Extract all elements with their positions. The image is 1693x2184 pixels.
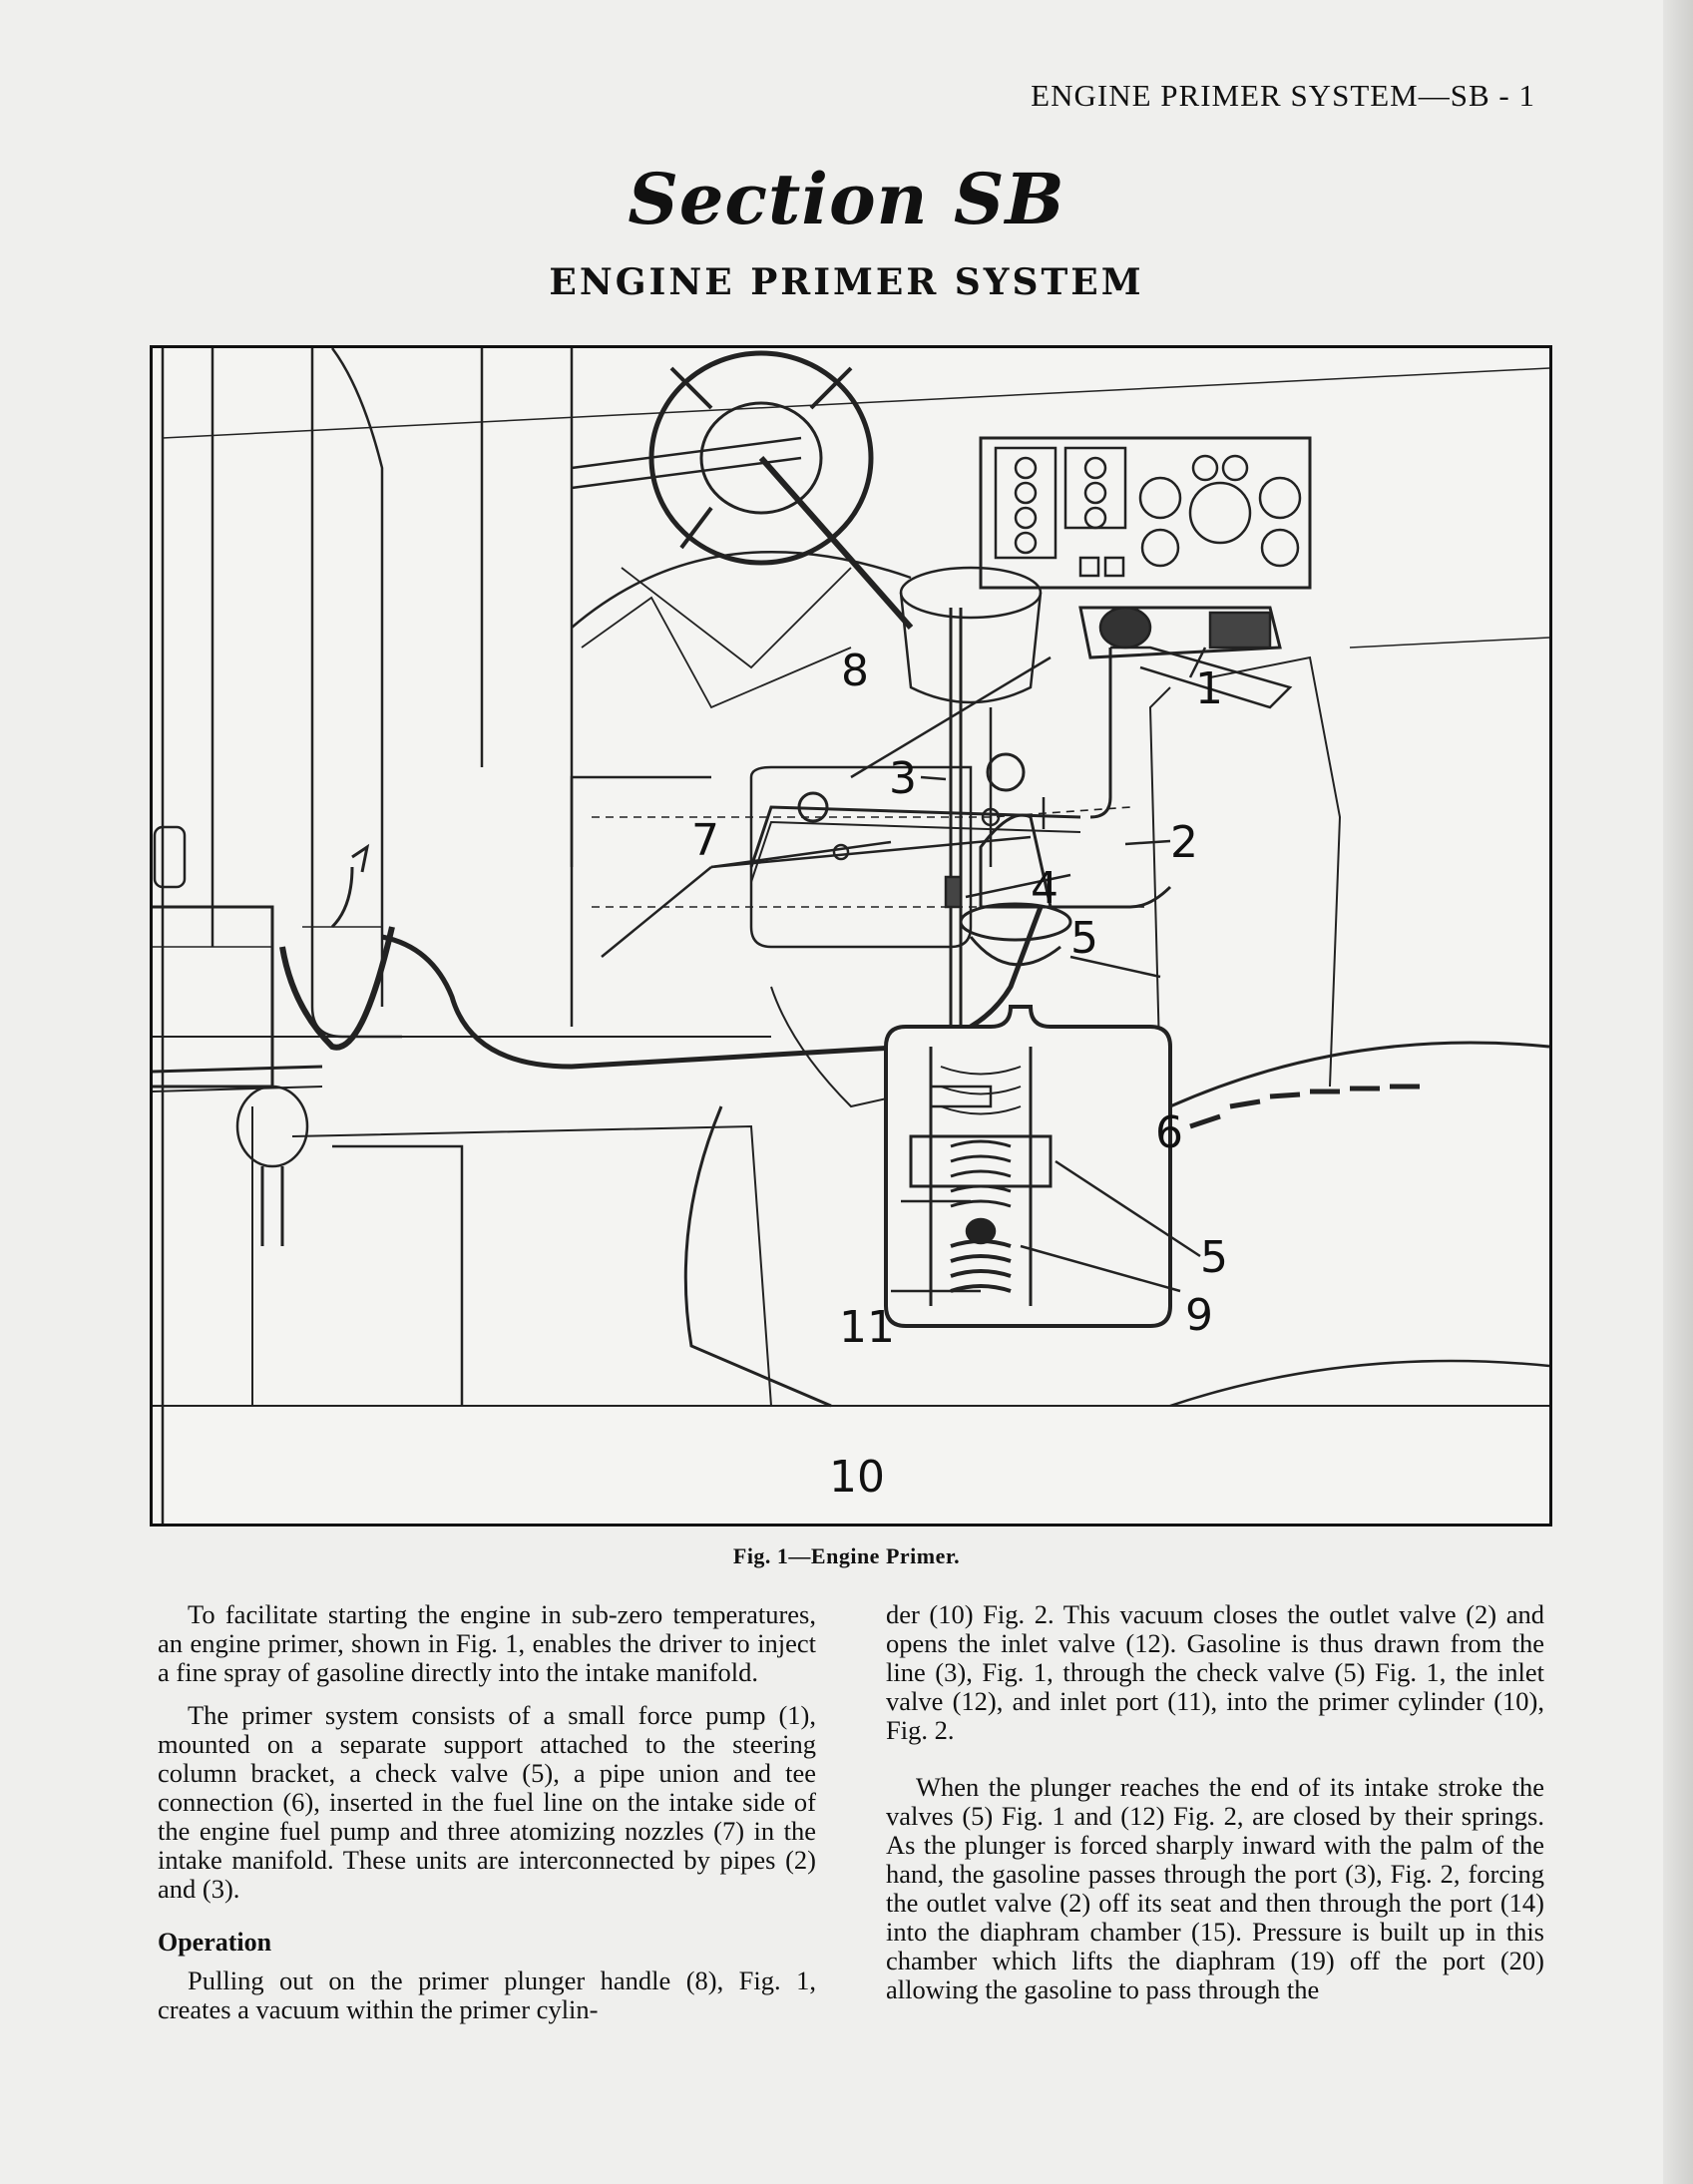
callout-11: 11 — [839, 1302, 895, 1353]
paragraph-operation-cont: der (10) Fig. 2. This vacuum closes the outlet valve (2) and opens the inlet valve (12). Gasoline is thus drawn from the line (3), Fig. 1, through the check valve (5) Fig. 1, the inlet valve (12), and inlet port (11), into the primer cylinder (10), Fig. 2. — [886, 1599, 1544, 1745]
callout-10: 10 — [829, 1452, 885, 1503]
callout-4: 4 — [1031, 863, 1058, 914]
callout-7: 7 — [691, 815, 719, 866]
callout-1: 1 — [1195, 663, 1223, 714]
paragraph-operation-start: Pulling out on the primer plunger handle (8), Fig. 1, creates a vacuum within the primer cylin- — [158, 1966, 816, 2024]
paragraph-intro: To facilitate starting the engine in sub-zero temperatures, an engine primer, shown in Fig. 1, enables the driver to inject a fine spray of gasoline directly into the intake manifold. — [158, 1599, 816, 1687]
callout-5-top: 5 — [1070, 913, 1098, 964]
callout-8: 8 — [841, 646, 869, 696]
right-column — [886, 1600, 1544, 2018]
heading-operation: Operation — [158, 1928, 272, 1957]
engine-primer-figure — [150, 345, 1552, 1527]
callout-5-inset: 5 — [1200, 1232, 1228, 1283]
paragraph-intake-stroke: When the plunger reaches the end of its intake stroke the valves (5) Fig. 1 and (12) Fig. 2, are closed by their springs. As the plunger is forced sharply inward with the palm of the hand, the gasoline passes through the port (3), Fig. 2, forcing the outlet valve (2) off its seat and then through the port (14) into the diaphram chamber (15). Pressure is built up in this chamber which lifts the diaphram (19) off the port (20) allowing the gasoline to pass through the — [886, 1772, 1544, 2004]
page-edge — [1663, 0, 1693, 2184]
paragraph-components: The primer system consists of a small force pump (1), mounted on a separate support attached to the steering column bracket, a check valve (5), a pipe union and tee connection (6), inserted in the fuel line on the intake side of the engine fuel pump and three atomizing nozzles (7) in the intake manifold. These units are interconnected by pipes (2) and (3). — [158, 1700, 816, 1904]
callout-9: 9 — [1185, 1290, 1213, 1341]
section-subtitle: ENGINE PRIMER SYSTEM — [549, 261, 1144, 303]
callout-2: 2 — [1170, 817, 1198, 868]
figure-caption: Fig. 1—Engine Primer. — [732, 1543, 961, 1568]
left-column — [158, 1600, 816, 2038]
callout-6: 6 — [1155, 1107, 1183, 1158]
callout-3: 3 — [889, 753, 917, 804]
running-head: ENGINE PRIMER SYSTEM—SB - 1 — [1031, 78, 1535, 113]
section-title: Section SB — [628, 158, 1065, 240]
